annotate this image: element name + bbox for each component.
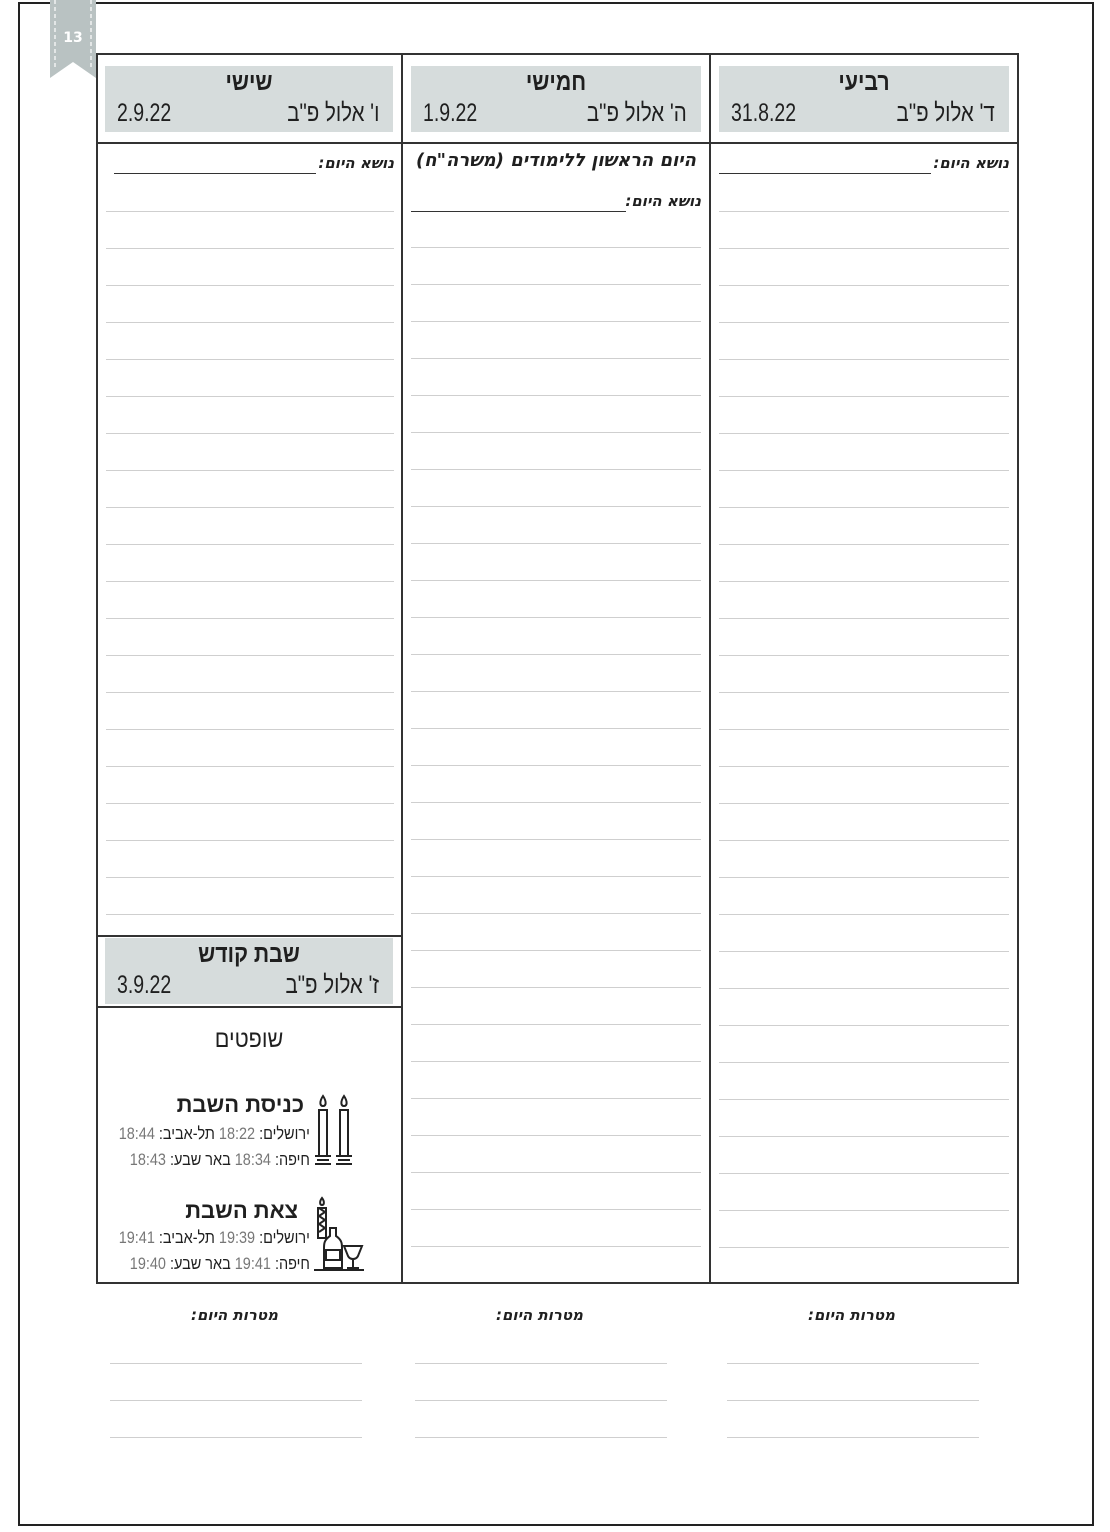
topic-underline — [719, 173, 931, 174]
note-line[interactable] — [719, 1099, 1009, 1100]
exit-title: צאת השבת — [185, 1198, 298, 1223]
gregorian-date: 1.9.22 — [423, 99, 478, 127]
note-line[interactable] — [411, 1061, 701, 1062]
note-line[interactable] — [411, 765, 701, 766]
note-line[interactable] — [719, 581, 1009, 582]
note-line[interactable] — [106, 322, 394, 323]
topic-underline — [114, 173, 316, 174]
goal-line[interactable] — [110, 1437, 362, 1438]
note-line[interactable] — [106, 396, 394, 397]
havdalah-icon — [312, 1196, 366, 1278]
goal-line[interactable] — [727, 1437, 979, 1438]
hebrew-date: ו' אלול פ"ב — [286, 99, 379, 127]
gregorian-date: 31.8.22 — [731, 99, 797, 127]
notes-area-friday[interactable] — [106, 0, 394, 1]
note-line[interactable] — [411, 543, 701, 544]
note-line[interactable] — [106, 692, 394, 693]
note-line[interactable] — [719, 211, 1009, 212]
weekly-parasha: שופטים — [214, 1026, 284, 1053]
note-line[interactable] — [719, 507, 1009, 508]
column-divider — [709, 53, 711, 1284]
note-line[interactable] — [411, 839, 701, 840]
goals-label: מטרות היום: — [190, 1306, 278, 1324]
note-line[interactable] — [106, 803, 394, 804]
goals-label: מטרות היום: — [495, 1306, 583, 1324]
goal-line[interactable] — [110, 1363, 362, 1364]
entry-line-2: חיפה: 18:34 באר שבע: 18:43 — [129, 1150, 310, 1169]
goals-wednesday[interactable] — [727, 1306, 979, 1446]
note-line[interactable] — [719, 248, 1009, 249]
shabbat-header-divider — [96, 1006, 402, 1008]
goal-line[interactable] — [110, 1400, 362, 1401]
topic-label: נושא היום: — [318, 154, 394, 172]
day-header-friday — [105, 66, 393, 132]
note-line[interactable] — [411, 1135, 701, 1136]
note-line[interactable] — [411, 506, 701, 507]
exit-line-2: חיפה: 19:41 באר שבע: 19:40 — [129, 1254, 310, 1273]
topic-field-thursday[interactable] — [411, 190, 701, 216]
note-line[interactable] — [106, 581, 394, 582]
note-line[interactable] — [411, 728, 701, 729]
goal-line[interactable] — [727, 1363, 979, 1364]
goal-line[interactable] — [727, 1400, 979, 1401]
note-line[interactable] — [719, 544, 1009, 545]
note-line[interactable] — [719, 618, 1009, 619]
goal-line[interactable] — [415, 1400, 667, 1401]
note-line[interactable] — [411, 1246, 701, 1247]
note-line[interactable] — [106, 248, 394, 249]
note-line[interactable] — [106, 359, 394, 360]
entry-line-1: ירושלים: 18:22 תל-אביב: 18:44 — [118, 1124, 310, 1143]
note-line[interactable] — [411, 987, 701, 988]
note-line[interactable] — [411, 950, 701, 951]
note-line[interactable] — [719, 914, 1009, 915]
page-number: 13 — [63, 30, 83, 46]
hebrew-date: ז' אלול פ"ב — [285, 971, 379, 999]
candles-icon — [312, 1092, 356, 1174]
note-line[interactable] — [106, 840, 394, 841]
note-line[interactable] — [719, 1247, 1009, 1248]
note-line[interactable] — [719, 988, 1009, 989]
note-line[interactable] — [106, 877, 394, 878]
note-line[interactable] — [719, 729, 1009, 730]
note-line[interactable] — [719, 655, 1009, 656]
goals-friday[interactable] — [110, 1306, 362, 1446]
note-line[interactable] — [411, 469, 701, 470]
note-line[interactable] — [719, 396, 1009, 397]
note-line[interactable] — [411, 1024, 701, 1025]
special-day-note: היום הראשון ללימודים (משרה"ח) — [416, 150, 696, 171]
note-line[interactable] — [106, 914, 394, 915]
note-line[interactable] — [411, 1172, 701, 1173]
note-line[interactable] — [719, 322, 1009, 323]
gregorian-date: 2.9.22 — [117, 99, 172, 127]
note-line[interactable] — [411, 580, 701, 581]
note-line[interactable] — [411, 321, 701, 322]
shabbat-divider — [96, 935, 402, 937]
note-line[interactable] — [106, 766, 394, 767]
topic-field-friday[interactable] — [114, 152, 394, 178]
note-line[interactable] — [106, 618, 394, 619]
note-line[interactable] — [719, 1136, 1009, 1137]
note-line[interactable] — [719, 1062, 1009, 1063]
note-line[interactable] — [106, 211, 394, 212]
note-line[interactable] — [719, 470, 1009, 471]
note-line[interactable] — [719, 951, 1009, 952]
day-header-thursday — [411, 66, 701, 132]
note-line[interactable] — [719, 1173, 1009, 1174]
note-line[interactable] — [411, 358, 701, 359]
note-line[interactable] — [411, 284, 701, 285]
note-line[interactable] — [719, 433, 1009, 434]
bookmark-ribbon-icon — [50, 0, 96, 78]
note-line[interactable] — [719, 285, 1009, 286]
day-header-shabbat — [105, 938, 393, 1004]
note-line[interactable] — [411, 1098, 701, 1099]
note-line[interactable] — [719, 1210, 1009, 1211]
day-name: רביעי — [838, 68, 890, 96]
note-line[interactable] — [719, 359, 1009, 360]
day-name: שישי — [225, 68, 273, 96]
note-line[interactable] — [411, 654, 701, 655]
hebrew-date: ה' אלול פ"ב — [587, 99, 687, 127]
note-line[interactable] — [719, 692, 1009, 693]
entry-title: כניסת השבת — [176, 1092, 304, 1117]
column-divider — [401, 53, 403, 1284]
note-line[interactable] — [106, 285, 394, 286]
day-name: חמישי — [525, 68, 587, 96]
topic-field-wednesday[interactable] — [719, 152, 1009, 178]
gregorian-date: 3.9.22 — [117, 971, 172, 999]
note-line[interactable] — [719, 840, 1009, 841]
note-line[interactable] — [719, 1025, 1009, 1026]
note-line[interactable] — [106, 507, 394, 508]
note-line[interactable] — [106, 544, 394, 545]
topic-underline — [411, 211, 626, 212]
shabbat-exit-times — [110, 1198, 310, 1278]
note-line[interactable] — [106, 433, 394, 434]
hebrew-date: ד' אלול פ"ב — [896, 99, 995, 127]
exit-line-1: ירושלים: 19:39 תל-אביב: 19:41 — [118, 1228, 310, 1247]
topic-label: נושא היום: — [625, 192, 701, 210]
note-line[interactable] — [719, 766, 1009, 767]
note-line[interactable] — [106, 729, 394, 730]
goal-line[interactable] — [415, 1437, 667, 1438]
shabbat-entry-times — [110, 1092, 310, 1172]
note-line[interactable] — [411, 247, 701, 248]
note-line[interactable] — [411, 395, 701, 396]
header-divider — [96, 142, 1019, 144]
note-line[interactable] — [411, 876, 701, 877]
note-line[interactable] — [411, 617, 701, 618]
note-line[interactable] — [411, 802, 701, 803]
day-name: שבת קודש — [198, 940, 300, 968]
note-line[interactable] — [106, 470, 394, 471]
day-header-wednesday — [719, 66, 1009, 132]
goals-label: מטרות היום: — [807, 1306, 895, 1324]
note-line[interactable] — [719, 877, 1009, 878]
goal-line[interactable] — [415, 1363, 667, 1364]
note-line[interactable] — [411, 913, 701, 914]
note-line[interactable] — [411, 691, 701, 692]
note-line[interactable] — [106, 655, 394, 656]
notes-area-wednesday[interactable] — [719, 0, 1009, 1]
note-line[interactable] — [411, 1209, 701, 1210]
note-line[interactable] — [411, 432, 701, 433]
goals-thursday[interactable] — [415, 1306, 667, 1446]
notes-area-thursday[interactable] — [411, 0, 701, 1]
topic-label: נושא היום: — [933, 154, 1009, 172]
note-line[interactable] — [719, 803, 1009, 804]
